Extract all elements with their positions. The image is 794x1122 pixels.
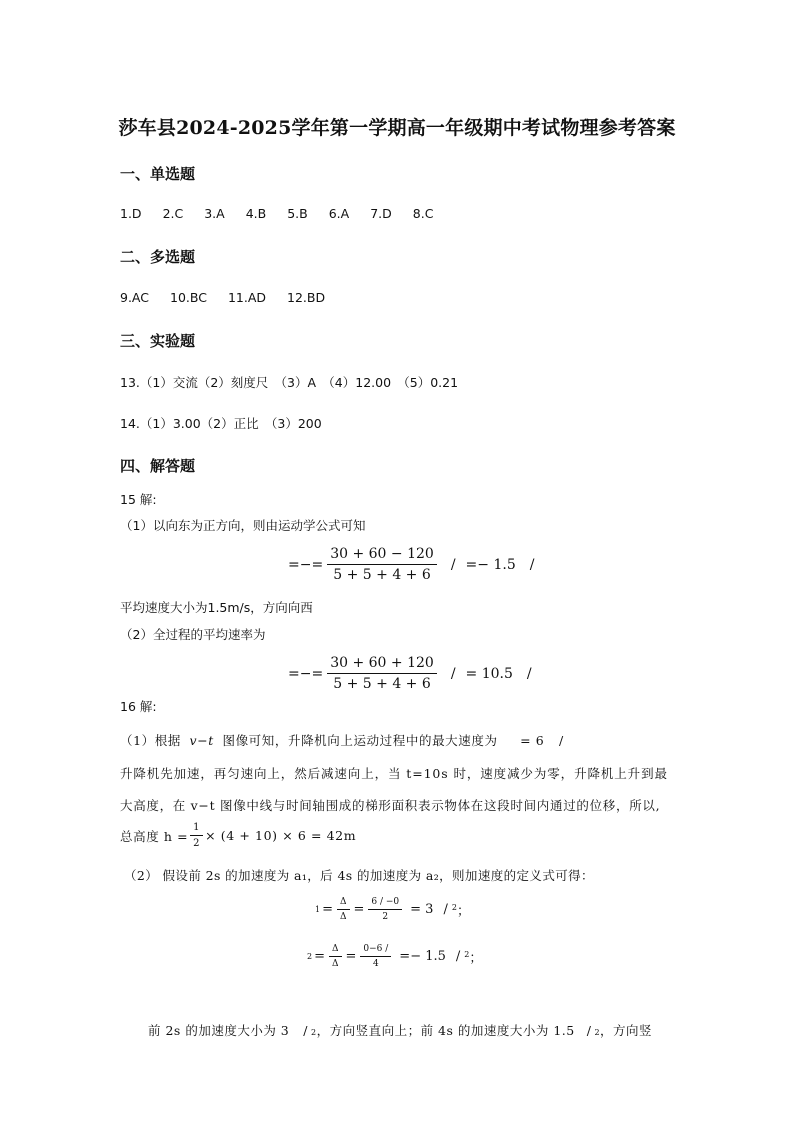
q15-formula-speed [288, 655, 532, 692]
superscript: 2 [594, 1028, 601, 1037]
fraction-numerator: Δ [329, 944, 342, 957]
superscript: 2 [464, 950, 470, 959]
answer-item: 4.B [245, 206, 267, 221]
unit-slash: / [303, 1023, 308, 1038]
fraction-denominator: Δ [332, 959, 339, 969]
equals: = [314, 949, 325, 964]
q15-part2-intro: （2）全过程的平均速率为 [120, 627, 266, 642]
unit-slash: / [450, 556, 456, 573]
subscript: 1 [315, 905, 321, 914]
fraction-numerator: 1 [190, 822, 203, 836]
max-velocity-value: = 6 [520, 733, 545, 748]
answer-item: 6.A [328, 206, 350, 221]
semicolon: ； [456, 904, 470, 919]
fraction-numerator: Δ [337, 897, 350, 910]
fraction-numerator: 30 + 60 + 120 [327, 655, 437, 674]
q16-part2-intro: （2） 假设前 2s 的加速度为 a₁，后 4s 的加速度为 a₂，则加速度的定义式可得： [124, 868, 594, 883]
unit-slash: / [443, 902, 448, 917]
fraction-denominator: 2 [382, 912, 389, 922]
q16-paragraph-line-1: 升降机先加速，再匀速向上，然后减速向上，当 t=10s 时，速度减少为零，升降机上升到最 [120, 766, 668, 781]
single-choice-answers [120, 206, 454, 221]
formula-fraction [337, 897, 350, 922]
page-title: 莎车县2024-2025学年第一学期高一年级期中考试物理参考答案 [118, 117, 676, 139]
section-heading-single-choice: 一、单选题 [120, 165, 196, 183]
fraction-denominator: 2 [193, 838, 201, 849]
text-segment: × (4 + 10) × 6 = 42m [205, 828, 357, 843]
equals: = [322, 902, 333, 917]
formula-fraction [190, 822, 203, 849]
fraction-numerator: 30 + 60 − 120 [327, 546, 437, 565]
unit-slash: / [455, 949, 461, 964]
answer-item: 7.D [370, 206, 392, 221]
unit-slash: / [526, 665, 532, 682]
q16-part1-line [120, 731, 564, 749]
equals: = [345, 949, 357, 964]
formula-fraction [360, 944, 391, 969]
q15-formula-velocity [288, 546, 534, 583]
formula-lhs: =−= [288, 665, 324, 682]
answer-q14: 14.（1）3.00（2）正比 （3）200 [120, 416, 322, 431]
unit-slash: / [586, 1023, 592, 1038]
answer-item: 9.AC [120, 290, 149, 305]
q16-label: 16 解: [120, 699, 157, 714]
q15-label: 15 解: [120, 492, 157, 507]
text-segment: 总高度 h = [120, 828, 189, 844]
answer-item: 2.C [162, 206, 184, 221]
fraction-denominator: 4 [372, 959, 379, 969]
answer-item: 12.BD [287, 290, 326, 305]
answer-q13: 13.（1）交流（2）刻度尺 （3）A （4）12.00 （5）0.21 [120, 375, 459, 390]
answer-item: 8.C [412, 206, 434, 221]
semicolon: ； [469, 951, 483, 966]
formula-result: = 10.5 [465, 665, 513, 682]
superscript: 2 [310, 1028, 317, 1037]
multi-choice-answers [120, 290, 346, 305]
formula-result: =− 1.5 [465, 556, 516, 573]
section-heading-multi-choice: 二、多选题 [120, 248, 196, 266]
q15-part1-result: 平均速度大小为1.5m/s，方向向西 [120, 600, 313, 615]
formula-result: =− 1.5 [399, 949, 446, 964]
fraction-denominator: Δ [340, 912, 347, 922]
q16-height-formula [120, 822, 356, 849]
q16-paragraph-line-2: 大高度，在 v−t 图像中线与时间轴围成的梯形面积表示物体在这段时间内通过的位移，所以, [120, 798, 661, 813]
answer-item: 10.BC [170, 290, 207, 305]
subscript: 2 [307, 952, 313, 961]
section-heading-solution: 四、解答题 [120, 457, 196, 475]
formula-fraction [329, 944, 342, 969]
unit-slash: / [529, 556, 535, 573]
section-heading-experiment: 三、实验题 [120, 332, 196, 350]
fraction-denominator: 5 + 5 + 4 + 6 [333, 567, 431, 583]
q16-formula-a2 [307, 944, 482, 969]
formula-fraction [327, 546, 437, 583]
formula-fraction [368, 897, 402, 922]
q16-conclusion-line [148, 1021, 652, 1039]
q16-formula-a1 [315, 897, 470, 922]
text-segment: （1）根据 [120, 733, 181, 748]
q15-part1-intro: （1）以向东为正方向，则由运动学公式可知 [120, 518, 366, 533]
equals: = [353, 902, 365, 917]
fraction-numerator: 0−6 / [360, 944, 391, 957]
answer-item: 5.B [287, 206, 308, 221]
answer-item: 1.D [120, 206, 142, 221]
formula-lhs: =−= [288, 556, 324, 573]
formula-result: = 3 [410, 902, 434, 917]
vt-graph-term: v−t [189, 733, 214, 748]
answer-item: 3.A [204, 206, 225, 221]
text-segment: 图像可知，升降机向上运动过程中的最大速度为 [222, 733, 498, 748]
fraction-denominator: 5 + 5 + 4 + 6 [333, 676, 431, 692]
answer-item: 11.AD [227, 290, 267, 305]
text-segment: ，方向竖 [600, 1023, 653, 1038]
unit-slash: / [558, 733, 564, 748]
text-segment: 前 2s 的加速度大小为 3 [148, 1023, 290, 1038]
superscript: 2 [451, 903, 457, 912]
text-segment: ，方向竖直向上；前 4s 的加速度大小为 1.5 [316, 1023, 575, 1038]
unit-slash: / [450, 665, 456, 682]
fraction-numerator: 6 / −0 [368, 897, 402, 910]
formula-fraction [327, 655, 437, 692]
